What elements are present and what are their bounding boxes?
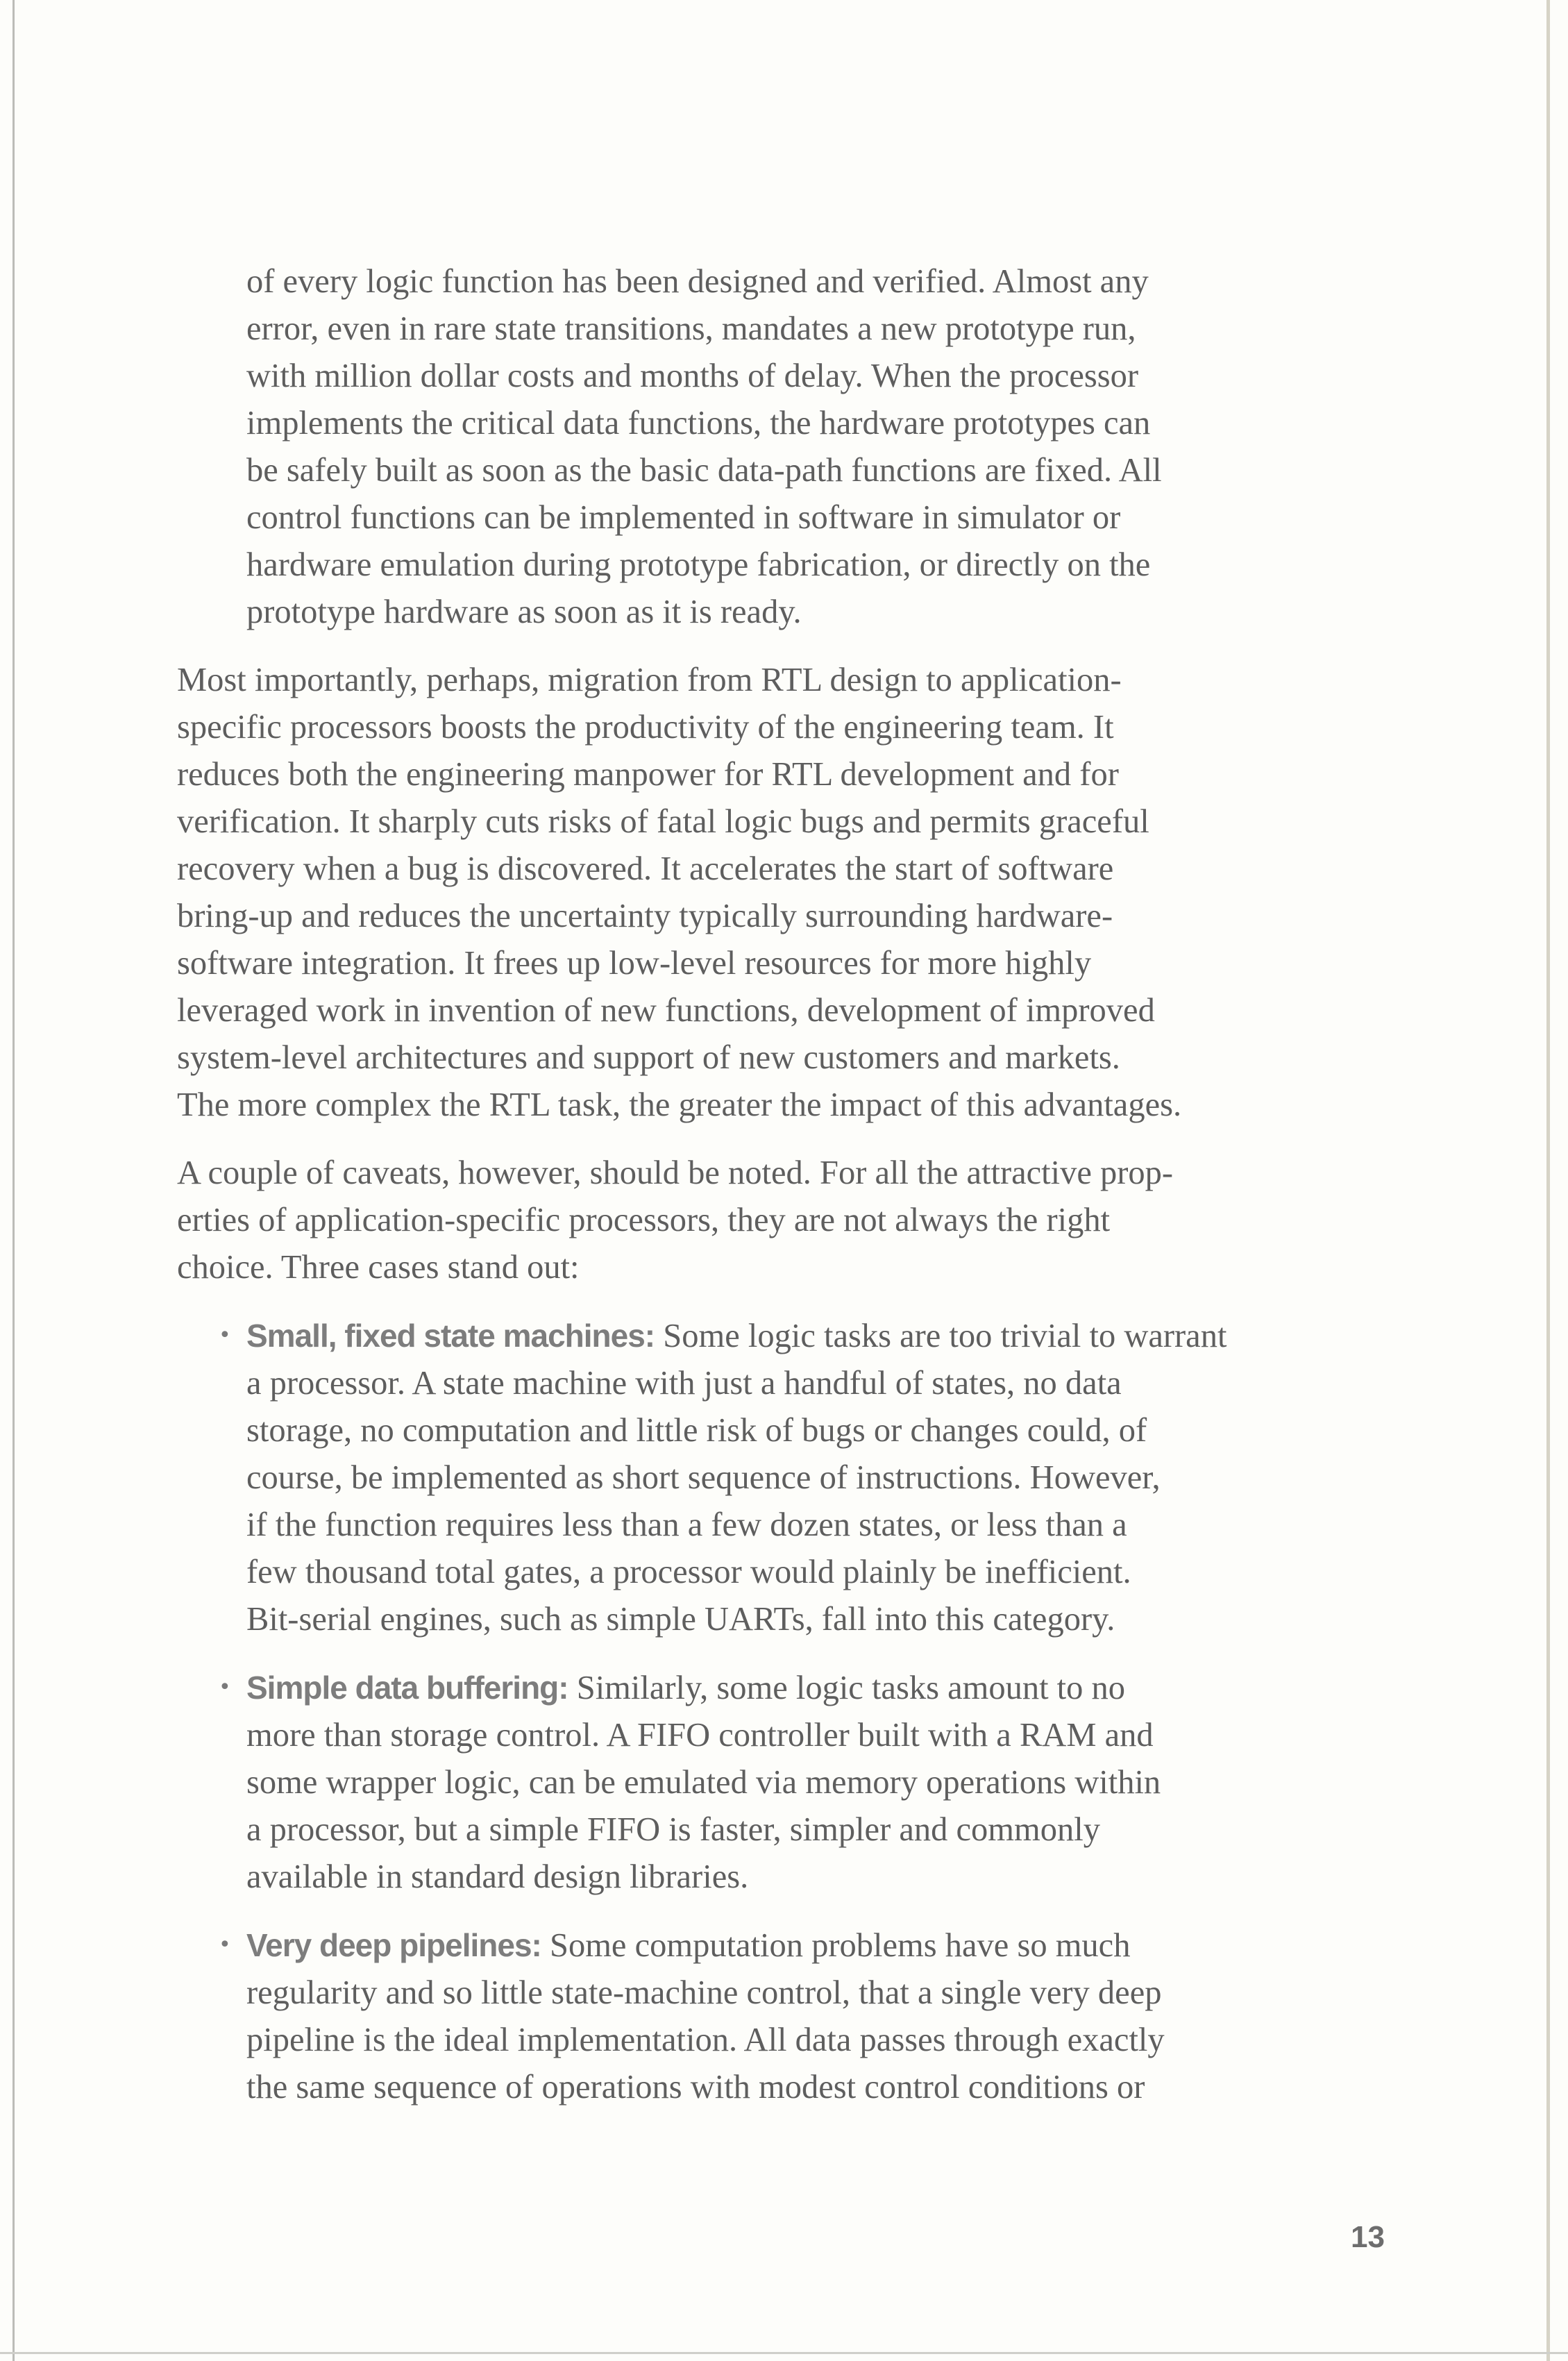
text-line: Bit-serial engines, such as simple UARTs, fall into this category. (246, 1601, 1115, 1638)
text-line: more than storage control. A FIFO controller built with a RAM and (246, 1717, 1154, 1754)
text-line: hardware emulation during prototype fabrication, or directly on the (246, 546, 1151, 583)
text-line: if the function requires less than a few dozen states, or less than a (246, 1506, 1127, 1543)
bullet-text: Some logic tasks are too trivial to warrant (655, 1318, 1227, 1354)
text-line: course, be implemented as short sequence of instructions. However, (246, 1459, 1161, 1496)
bullet-icon: • (219, 1323, 231, 1347)
caveats-list (177, 1312, 1288, 2111)
page-edge-bottom (0, 2352, 1568, 2354)
text-line: choice. Three cases stand out: (177, 1249, 580, 1286)
text-line: leveraged work in invention of new functions, development of improved (177, 992, 1155, 1029)
text-line: be safely built as soon as the basic data-path functions are fixed. All (246, 452, 1162, 489)
text-line (246, 1312, 1288, 1360)
text-line: specific processors boosts the productivity of the engineering team. It (177, 709, 1114, 746)
list-item (219, 1312, 1288, 1643)
text-line: available in standard design libraries. (246, 1858, 749, 1895)
productivity-paragraph (177, 657, 1288, 1129)
caveats-paragraph (177, 1150, 1288, 1291)
text-line (246, 1664, 1288, 1712)
bullet-term: Small, fixed state machines: (246, 1318, 655, 1354)
continued-paragraph (246, 258, 1288, 636)
bullet-term: Very deep pipelines: (246, 1927, 541, 1963)
text-line: prototype hardware as soon as it is ready. (246, 594, 802, 630)
text-line: the same sequence of operations with modest control conditions or (246, 2069, 1145, 2106)
text-line: regularity and so little state-machine control, that a single very deep (246, 1974, 1162, 2011)
text-line: some wrapper logic, can be emulated via memory operations within (246, 1764, 1161, 1801)
page-edge-right (1546, 0, 1550, 2361)
text-line: error, even in rare state transitions, mandates a new prototype run, (246, 310, 1136, 347)
list-item (219, 1664, 1288, 1901)
text-line (246, 1922, 1288, 1969)
text-line: a processor, but a simple FIFO is faster, simpler and commonly (246, 1811, 1100, 1848)
bullet-text: Some computation problems have so much (541, 1927, 1131, 1964)
text-line: verification. It sharply cuts risks of fatal logic bugs and permits graceful (177, 803, 1149, 840)
text-line: pipeline is the ideal implementation. All data passes through exactly (246, 2022, 1165, 2058)
text-line: a processor. A state machine with just a handful of states, no data (246, 1365, 1122, 1402)
text-line: A couple of caveats, however, should be noted. For all the attractive prop- (177, 1154, 1174, 1191)
text-line: with million dollar costs and months of delay. When the processor (246, 358, 1139, 394)
list-item (219, 1922, 1288, 2111)
bullet-text: Similarly, some logic tasks amount to no (568, 1670, 1126, 1706)
bullet-icon: • (219, 1675, 231, 1699)
text-line: few thousand total gates, a processor would plainly be inefficient. (246, 1554, 1131, 1590)
text-line: erties of application-specific processors, they are not always the right (177, 1202, 1111, 1238)
text-line: reduces both the engineering manpower for RTL development and for (177, 756, 1119, 793)
page-number: 13 (1351, 2220, 1385, 2254)
text-line: system-level architectures and support of new customers and markets. (177, 1039, 1120, 1076)
bullet-term: Simple data buffering: (246, 1670, 568, 1706)
text-line: Most importantly, perhaps, migration from RTL design to application- (177, 662, 1122, 698)
text-line: control functions can be implemented in software in simulator or (246, 499, 1121, 536)
text-line: software integration. It frees up low-level resources for more highly (177, 945, 1092, 982)
text-line: storage, no computation and little risk of bugs or changes could, of (246, 1412, 1147, 1449)
text-line: of every logic function has been designed and verified. Almost any (246, 263, 1149, 300)
text-line: implements the critical data functions, the hardware prototypes can (246, 405, 1151, 442)
text-line: recovery when a bug is discovered. It accelerates the start of software (177, 850, 1114, 887)
page-edge-left (12, 0, 15, 2361)
bullet-icon: • (219, 1933, 231, 1957)
text-line: bring-up and reduces the uncertainty typically surrounding hardware- (177, 898, 1113, 934)
text-line: The more complex the RTL task, the greater the impact of this advantages. (177, 1086, 1182, 1123)
body-text (177, 258, 1288, 2132)
